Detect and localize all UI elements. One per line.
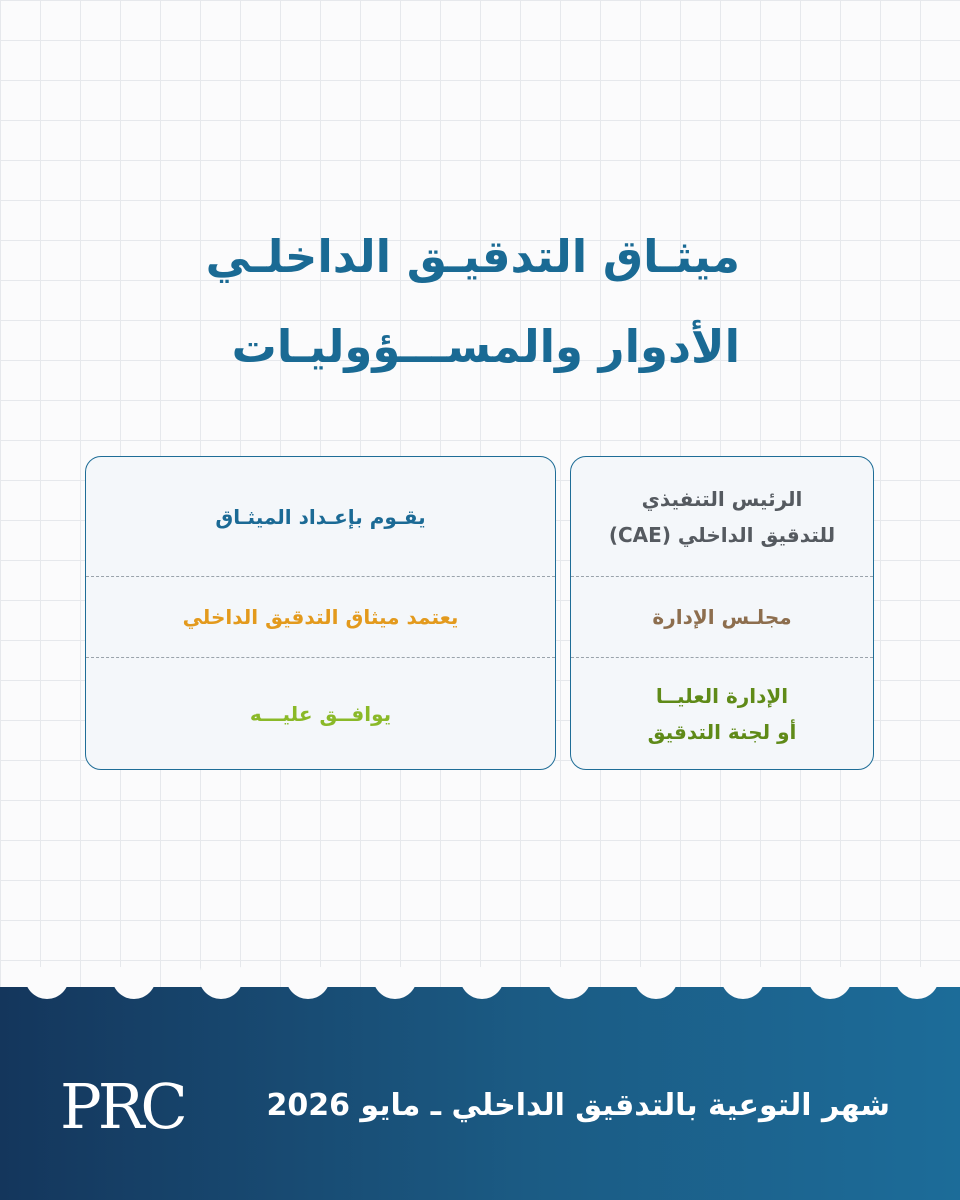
role-label-line: أو لجنة التدقيق (647, 719, 797, 744)
scallop-circle (25, 967, 69, 999)
role-label-line: مجلـس الإدارة (652, 605, 792, 629)
page-title (120, 212, 740, 392)
role-row-senior-management (571, 658, 873, 769)
responsibility-text: يوافــق عليـــه (249, 701, 392, 726)
role-row-cae (571, 457, 873, 577)
title-line-1: ميثـاق التدقيـق الداخلـي (205, 230, 740, 283)
role-row-board (571, 577, 873, 658)
scalloped-edge (0, 967, 960, 1017)
responsibility-text: يعتمد ميثاق التدقيق الداخلي (182, 605, 459, 629)
prc-logo: PRC (60, 1070, 184, 1143)
scallop-circle (460, 967, 504, 999)
roles-card (570, 456, 874, 770)
responsibility-row-prepare (86, 457, 555, 577)
scallop-circle (634, 967, 678, 999)
scallop-circle (286, 967, 330, 999)
scallop-circle (721, 967, 765, 999)
scallop-circle (547, 967, 591, 999)
scallop-circle (895, 967, 939, 999)
scallop-circle (199, 967, 243, 999)
scallop-circle (112, 967, 156, 999)
responsibility-text: يقـوم بإعـداد الميثـاق (215, 504, 426, 529)
scallop-circle (373, 967, 417, 999)
title-line-2: الأدوار والمســـؤوليـات (231, 320, 740, 373)
responsibility-row-agree (86, 658, 555, 769)
footer-caption: شهر التوعية بالتدقيق الداخلي ـ مايو 2026 (266, 1088, 890, 1123)
responsibilities-card (85, 456, 556, 770)
role-label-line: الرئيس التنفيذي (641, 486, 803, 511)
responsibility-row-approve (86, 577, 555, 658)
scallop-circle (808, 967, 852, 999)
role-label-line: للتدقيق الداخلي (CAE) (608, 522, 836, 547)
role-label-line: الإدارة العليــا (655, 683, 789, 708)
